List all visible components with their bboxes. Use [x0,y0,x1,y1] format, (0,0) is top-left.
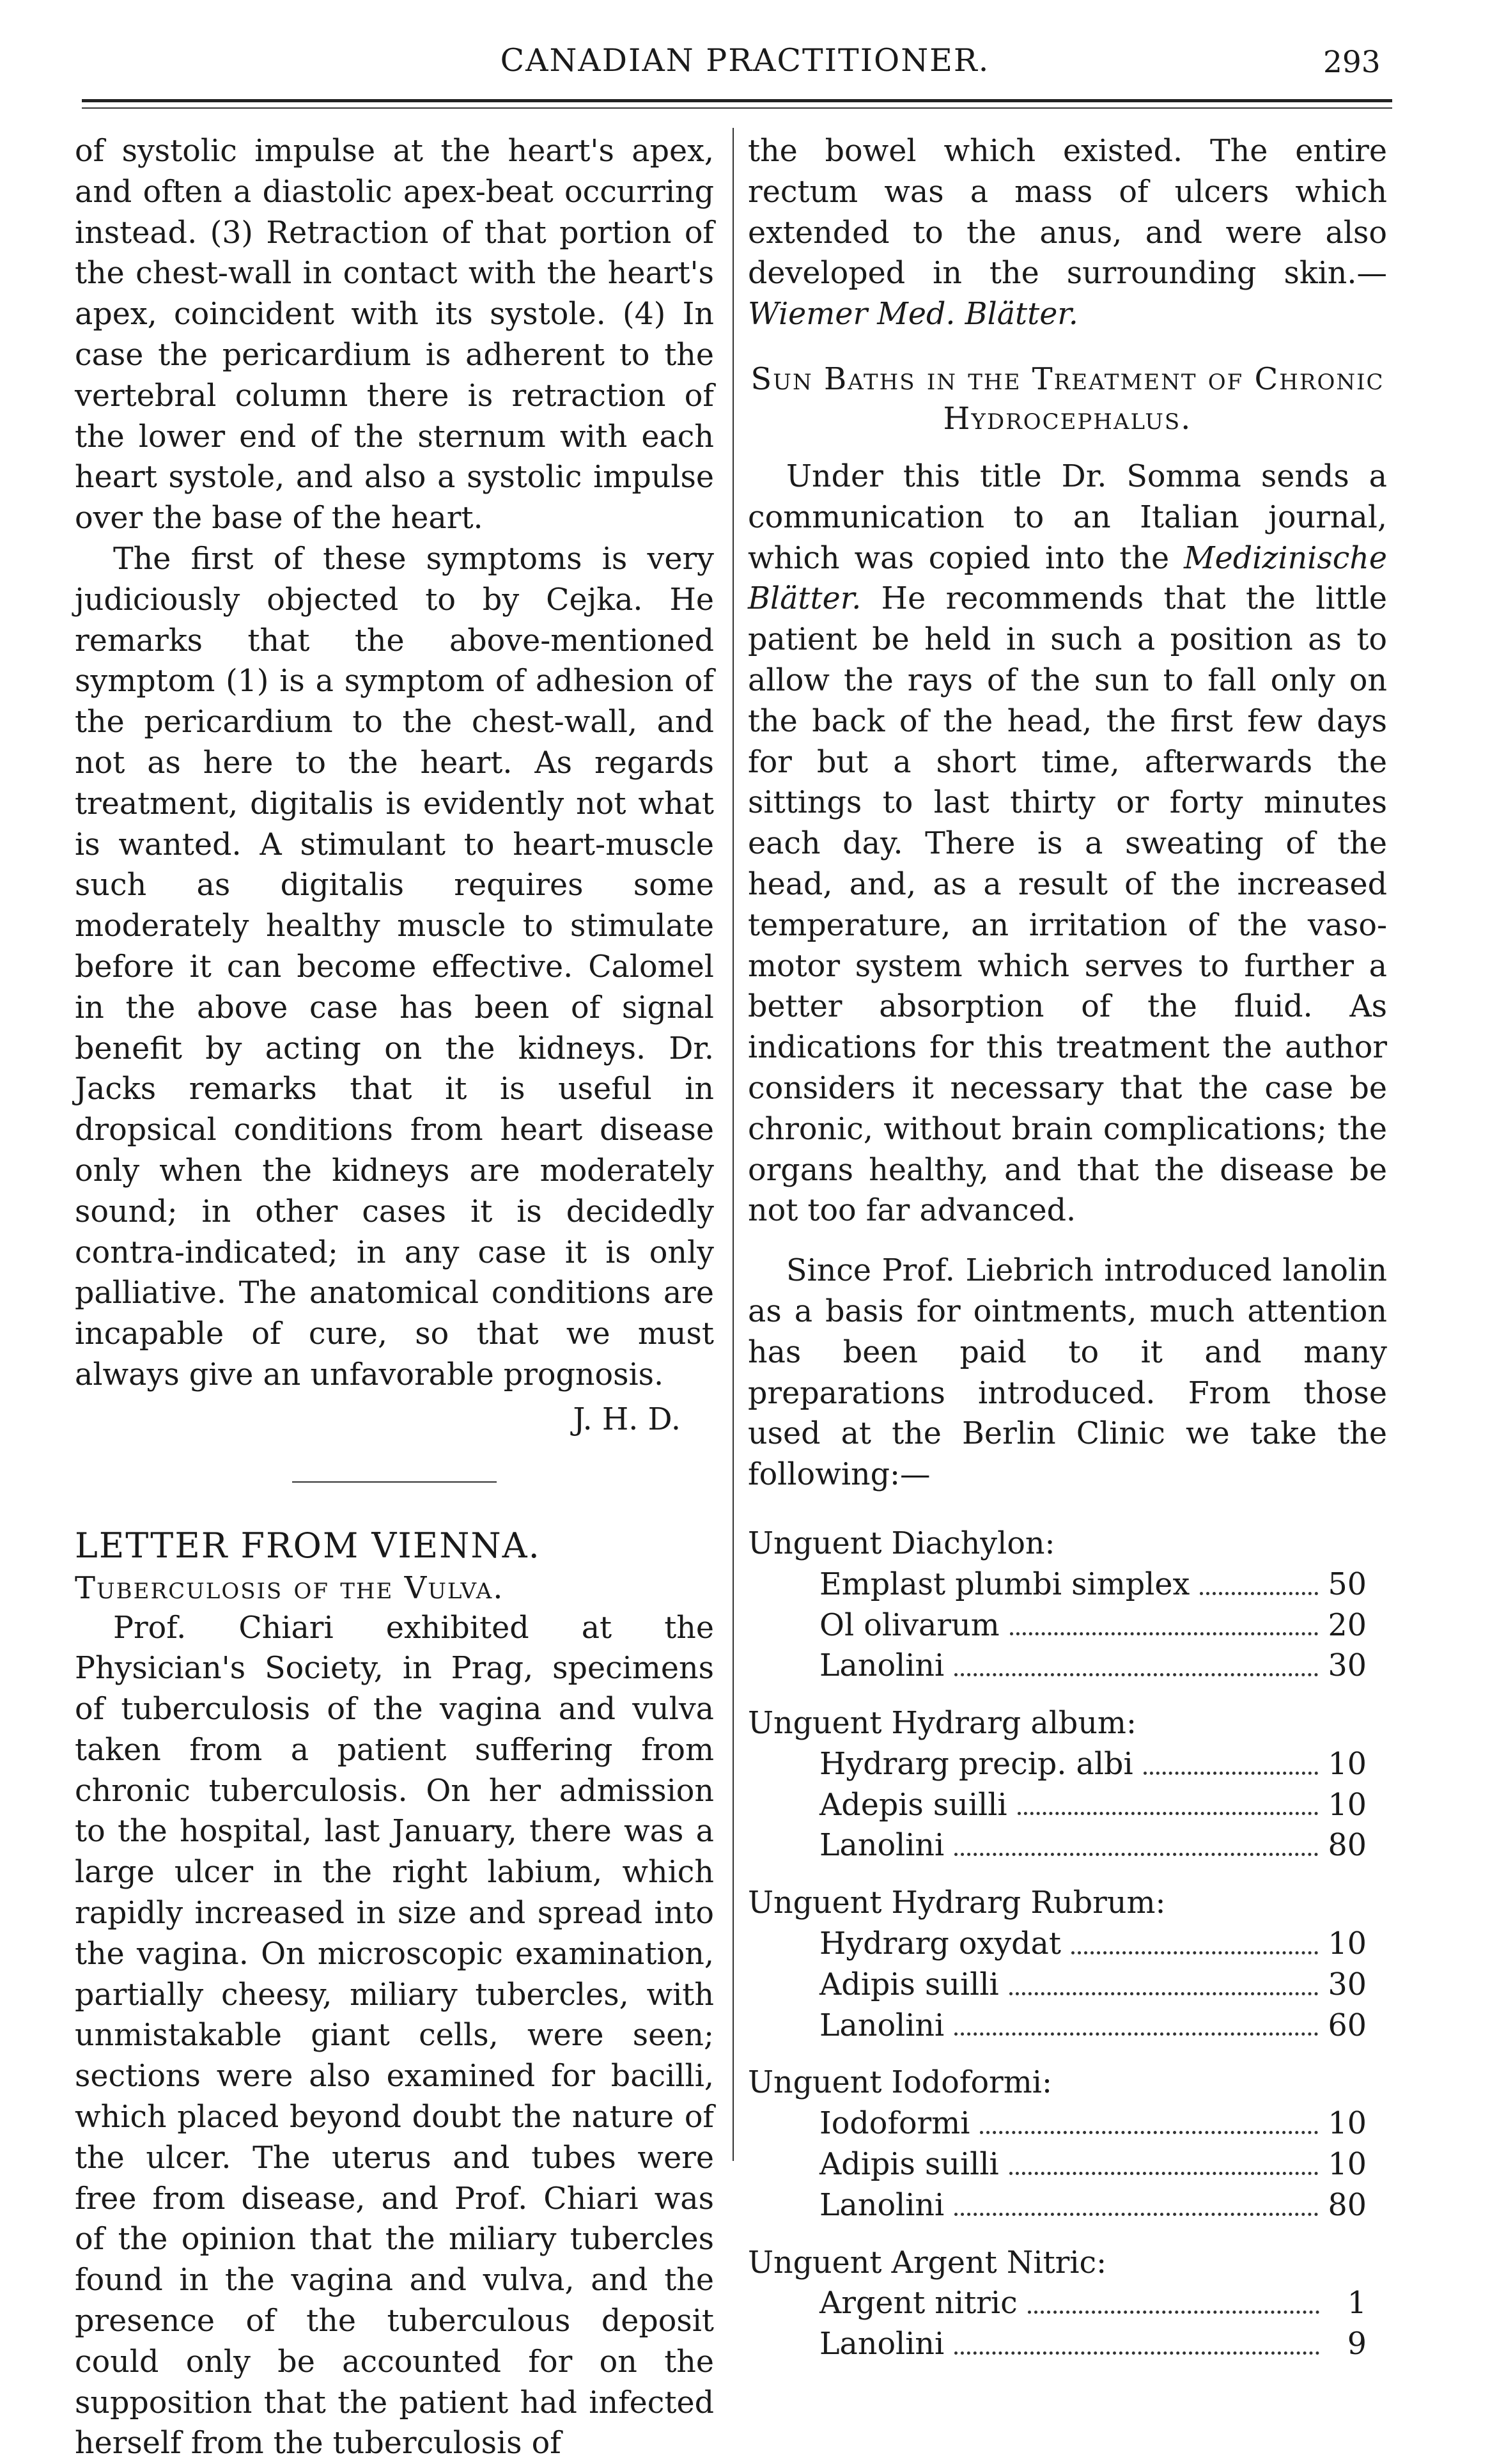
paragraph: Prof. Chiari exhibited at the Physician's Society, in Prag, specimens of tuberculosis of the vagina and vulva taken from a patient suffering from chronic tuberculosis. On her admission to the hospital, last January, there was a large ulcer in the right labium, which rapidly increased in size and spread into the vagina. On microscopic examination, partially cheesy, miliary tubercles, with unmistakable giant cells, were seen; sections were also examined for bacilli, which placed beyond doubt the nature of the ulcer. The uterus and tubes were free from disease, and Prof. Chiari was of the opinion that the miliary tubercles found in the vagina and vulva, and the presence of the tuberculous deposit could only be accounted for on the supposition that the patient had infected herself from the tuberculosis of [75,1608,714,2464]
ingredient-name: Lanolini [819,1646,944,1687]
header-rule-thin [82,107,1392,109]
article-subhead: Tuberculosis of the Vulva. [75,1568,714,1608]
ingredient-name: Hydrarg precip. albi [819,1744,1133,1785]
subhead-line: Sun Baths in the Treatment of Chronic [748,359,1387,399]
recipe-title: Unguent Iodoformi: [748,2062,1387,2103]
ingredient-quantity: 30 [1328,1965,1367,2006]
dot-leader [1010,1632,1318,1635]
dot-leader [1009,2172,1318,2175]
paragraph-text: the bowel which existed. The entire rectum was a mass of ulcers which extended to the anus, and were also developed in the surrounding skin.— [748,134,1387,291]
recipe [748,1524,1387,1687]
ingredient-name: Adipis suilli [819,1965,999,2006]
running-title: CANADIAN PRACTITIONER. [0,42,1490,79]
article-subhead [748,359,1387,439]
ingredient-name: Lanolini [819,2006,944,2047]
ingredient-quantity: 50 [1328,1564,1367,1605]
dot-leader [954,2032,1317,2036]
dot-leader [1028,2311,1319,2314]
recipe-list [748,1524,1387,2365]
column-divider [733,128,734,2161]
paragraph: The first of these symptoms is very judiciously objected to by Cejka. He remarks that the above-mentioned symptom (1) is a symptom of adhesion of the pericardium to the chest-wall, and not as here to the heart. As regards treatment, digitalis is evidently not what is wanted. A stimulant to heart-muscle such as digitalis requires some moderately healthy muscle to stimulate before it can become effective. Calomel in the above case has been of signal benefit by acting on the kidneys. Dr. Jacks remarks that it is useful in dropsical conditions from heart disease only when the kidneys are moderately sound; in other cases it is decidedly contra-indicated; in any case it is only palliative. The anatomical conditions are incapable of cure, so that we must always give an unfavorable prognosis. [75,539,714,1396]
ingredient-quantity: 20 [1328,1605,1367,1646]
ingredient-name: Adepis suilli [819,1785,1007,1826]
ingredient-name: Adipis suilli [819,2144,999,2185]
ingredient-row [748,1924,1387,1965]
recipe [748,2243,1387,2365]
recipe-title: Unguent Hydrarg Rubrum: [748,1883,1387,1924]
page-header [0,0,1490,115]
paragraph [748,131,1387,335]
dot-leader [954,2213,1317,2216]
ingredient-row [748,2006,1387,2047]
ingredient-row [748,1605,1387,1646]
dot-leader [1200,1592,1317,1595]
ingredient-row [748,1564,1387,1605]
author-signature: J. H. D. [75,1400,714,1440]
left-column [75,131,714,2464]
subhead-line: Hydrocephalus. [748,399,1387,439]
ingredient-row [748,1785,1387,1826]
ingredient-row [748,1825,1387,1866]
ingredient-name: Lanolini [819,2324,944,2365]
journal-name: Medizinische Blätter. [748,541,1387,617]
dot-leader [980,2131,1317,2134]
dot-leader [1144,1772,1318,1775]
ingredient-quantity: 1 [1330,2283,1367,2324]
section-title: LETTER FROM VIENNA. [75,1524,714,1568]
source-citation: Wiemer Med. Blätter. [748,297,1078,332]
header-rule-thick [82,99,1392,102]
ingredient-name: Ol olivarum [819,1605,1000,1646]
ingredient-name: Lanolini [819,2185,944,2226]
paragraph: Since Prof. Liebrich introduced lanolin as a basis for ointments, much attention has been paid to it and many preparations introduced. From those used at the Berlin Clinic we take the following:— [748,1251,1387,1495]
dot-leader [954,1673,1317,1676]
page-number: 293 [1323,45,1381,80]
recipe [748,1883,1387,2046]
ingredient-quantity: 30 [1328,1646,1367,1687]
ingredient-name: Argent nitric [819,2283,1018,2324]
right-column [748,131,1387,2365]
paragraph: of systolic impulse at the heart's apex, and often a diastolic apex-beat occurring instead. (3) Retraction of that portion of the chest-wall in contact with the heart's apex, coincident with its systole. (4) In case the pericardium is adherent to the vertebral column there is retraction of the lower end of the sternum with each heart systole, and also a systolic impulse over the base of the heart. [75,131,714,539]
recipe [748,1703,1387,1866]
ingredient-quantity: 10 [1328,2144,1367,2185]
ingredient-row [748,1744,1387,1785]
ingredient-row [748,2103,1387,2144]
dot-leader [1018,1812,1318,1815]
dot-leader [954,2351,1319,2355]
dot-leader [954,1853,1317,1856]
ingredient-name: Iodoformi [819,2103,970,2144]
ingredient-name: Lanolini [819,1825,944,1866]
ingredient-name: Emplast plumbi simplex [819,1564,1190,1605]
ingredient-row [748,2185,1387,2226]
ingredient-row [748,2324,1387,2365]
ingredient-quantity: 9 [1330,2324,1367,2365]
recipe-title: Unguent Diachylon: [748,1524,1387,1564]
ingredient-quantity: 80 [1328,1825,1367,1866]
recipe-title: Unguent Argent Nitric: [748,2243,1387,2284]
ingredient-quantity: 10 [1328,1785,1367,1826]
paragraph [748,456,1387,1231]
section-divider [292,1481,497,1483]
ingredient-quantity: 10 [1328,1924,1367,1965]
dot-leader [1071,1951,1318,1954]
paragraph-text: He recommends that the little patient be held in such a position as to allow the rays of the sun to fall only on the back of the head, the first few days for but a short time, afterwards the sittings to last thirty or forty minutes each day. There is a sweating of the head, and, as a result of the increased temperature, an irritation of the vaso-motor system which serves to further a better absorption of the fluid. As indications for this treatment the author considers it necessary that the case be chronic, without brain complications; the organs healthy, and that the disease be not too far advanced. [748,581,1387,1228]
recipe-title: Unguent Hydrarg album: [748,1703,1387,1744]
ingredient-quantity: 10 [1328,2103,1367,2144]
ingredient-row [748,2283,1387,2324]
ingredient-quantity: 10 [1328,1744,1367,1785]
paragraph-text: Under this title Dr. Somma sends a communication to an Italian journal, which was copied into the [748,459,1387,576]
ingredient-quantity: 60 [1328,2006,1367,2047]
ingredient-quantity: 80 [1328,2185,1367,2226]
ingredient-row [748,2144,1387,2185]
ingredient-name: Hydrarg oxydat [819,1924,1061,1965]
recipe [748,2062,1387,2226]
ingredient-row [748,1646,1387,1687]
dot-leader [1009,1992,1318,1995]
ingredient-row [748,1965,1387,2006]
